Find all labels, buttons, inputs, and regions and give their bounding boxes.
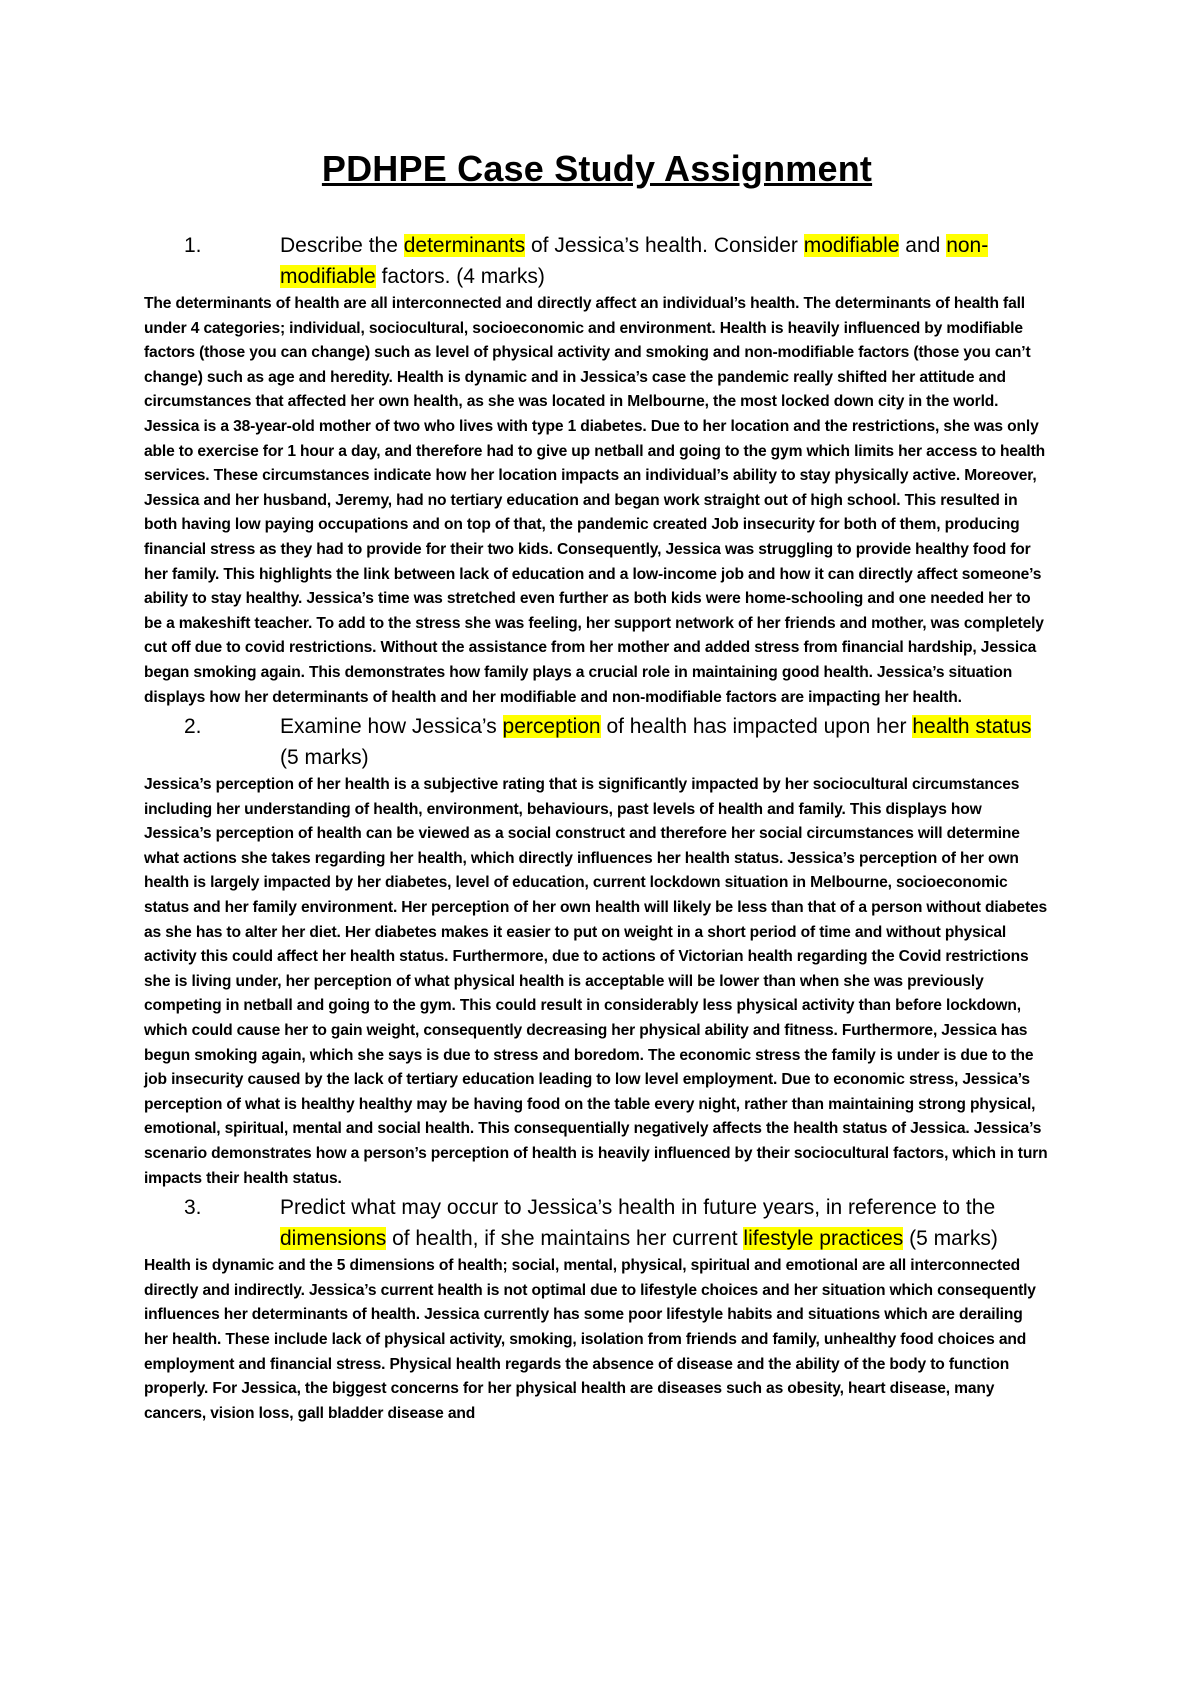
- answer-3: Health is dynamic and the 5 dimensions of health; social, mental, physical, spiritual and emotional are all interconnected directly and indirectly. Jessica’s current health is not optimal due to lifestyle choices and her situation which consequently influences her determinants of health. Jessica currently has some poor lifestyle habits and situations which are derailing her health. These include lack of physical activity, smoking, isolation from friends and family, unhealthy food choices and employment and financial stress. Physical health regards the absence of disease and the ability of the body to function properly. For Jessica, the biggest concerns for her physical health are diseases such as obesity, heart disease, many cancers, vision loss, gall bladder disease and: [144, 1257, 1036, 1422]
- question-text-part: Describe the: [280, 234, 404, 257]
- highlighted-term: modifiable: [803, 234, 900, 257]
- question-text-part: Predict what may occur to Jessica’s health in future years, in reference to the: [280, 1196, 996, 1220]
- question-number: 3.: [184, 1196, 202, 1220]
- answer-1: The determinants of health are all interconnected and directly affect an individual’s health. The determinants of health fall under 4 categories; individual, sociocultural, socioeconomic and environment. Health is heavily influenced by modifiable factors (those you can change) such as level of physical activity and smoking and non-modifiable factors (those you can’t change) such as age and heredity. Health is dynamic and in Jessica’s case the pandemic really shifted her attitude and circumstances that affected her own health, as she was located in Melbourne, the most locked down city in the world. Jessica is a 38-year-old mother of two who lives with type 1 diabetes. Due to her location and the restrictions, she was only able to exercise for 1 hour a day, and therefore had to give up netball and going to the gym which limits her access to health services. These circumstances indicate how her location impacts an individual’s ability to stay physically active. Moreover, Jessica and her husband, Jeremy, had no tertiary education and began work straight out of high school. This resulted in both having low paying occupations and on top of that, the pandemic created Job insecurity for both of them, producing financial stress as they had to provide for their two kids. Consequently, Jessica was struggling to provide healthy food for her family. This highlights the link between lack of education and a low-income job and how it can directly affect someone’s ability to stay healthy. Jessica’s time was stretched even further as both kids were home-schooling and one needed her to be a makeshift teacher. To add to the stress she was feeling, her support network of her friends and mother, was completely cut off due to covid restrictions. Without the assistance from her mother and added stress from financial hardship, Jessica began smoking again. This demonstrates how family plays a crucial role in maintaining good health. Jessica’s situation displays how her determinants of health and her modifiable and non-modifiable factors are impacting her health.: [144, 295, 1046, 706]
- question-text-part: of health has impacted upon her: [600, 715, 913, 739]
- highlighted-term: lifestyle practices: [743, 1227, 904, 1251]
- highlighted-term: non-modifiable: [280, 234, 989, 288]
- question-3: [144, 1192, 1050, 1254]
- question-number: 2.: [184, 715, 202, 739]
- question-1: [144, 230, 1050, 292]
- question-text-part: Examine how Jessica’s: [280, 715, 503, 739]
- question-text: [280, 230, 1050, 292]
- highlighted-term: determinants: [403, 234, 526, 257]
- question-text: [280, 711, 1050, 773]
- question-text-part: (5 marks): [280, 746, 369, 770]
- highlighted-term: perception: [502, 715, 601, 739]
- question-2: [144, 711, 1050, 773]
- document-title: PDHPE Case Study Assignment: [321, 148, 873, 189]
- question-text-part: of health, if she maintains her current: [386, 1227, 744, 1251]
- question-text-part: (5 marks): [903, 1227, 998, 1251]
- question-text: [280, 1192, 1050, 1254]
- question-text-part: of Jessica’s health. Consider: [525, 234, 804, 257]
- question-number: 1.: [184, 234, 202, 257]
- question-text-part: factors. (4 marks): [375, 265, 545, 288]
- highlighted-term: dimensions: [280, 1227, 387, 1251]
- answer-2: Jessica’s perception of her health is a subjective rating that is significantly impacted by her sociocultural circumstances including her understanding of health, environment, behaviours, past levels of health and family. This displays how Jessica’s perception of health can be viewed as a social construct and therefore her social circumstances will determine what actions she takes regarding her health, which directly influences her health status. Jessica’s perception of her own health is largely impacted by her diabetes, level of education, current lockdown situation in Melbourne, socioeconomic status and her family environment. Her perception of her own health will likely be less than that of a person without diabetes as she has to alter her diet. Her diabetes makes it easier to put on weight in a short period of time and without physical activity this could affect her health status. Furthermore, due to actions of Victorian health regarding the Covid restrictions she is living under, her perception of what physical health is acceptable will be lower than when she was previously competing in netball and going to the gym. This could result in considerably less physical activity than before lockdown, which could cause her to gain weight, consequently decreasing her physical ability and fitness. Furthermore, Jessica has begun smoking again, which she says is due to stress and boredom. The economic stress the family is under is due to the job insecurity caused by the lack of tertiary education leading to low level employment. Due to economic stress, Jessica’s perception of what is healthy healthy may be having food on the table every night, rather than maintaining strong physical, emotional, spiritual, mental and social health. This consequentially negatively affects the health status of Jessica. Jessica’s scenario demonstrates how a person’s perception of health is heavily influenced by their sociocultural factors, which in turn impacts their health status.: [144, 776, 1048, 1187]
- highlighted-term: health status: [912, 715, 1032, 739]
- question-text-part: and: [899, 234, 947, 257]
